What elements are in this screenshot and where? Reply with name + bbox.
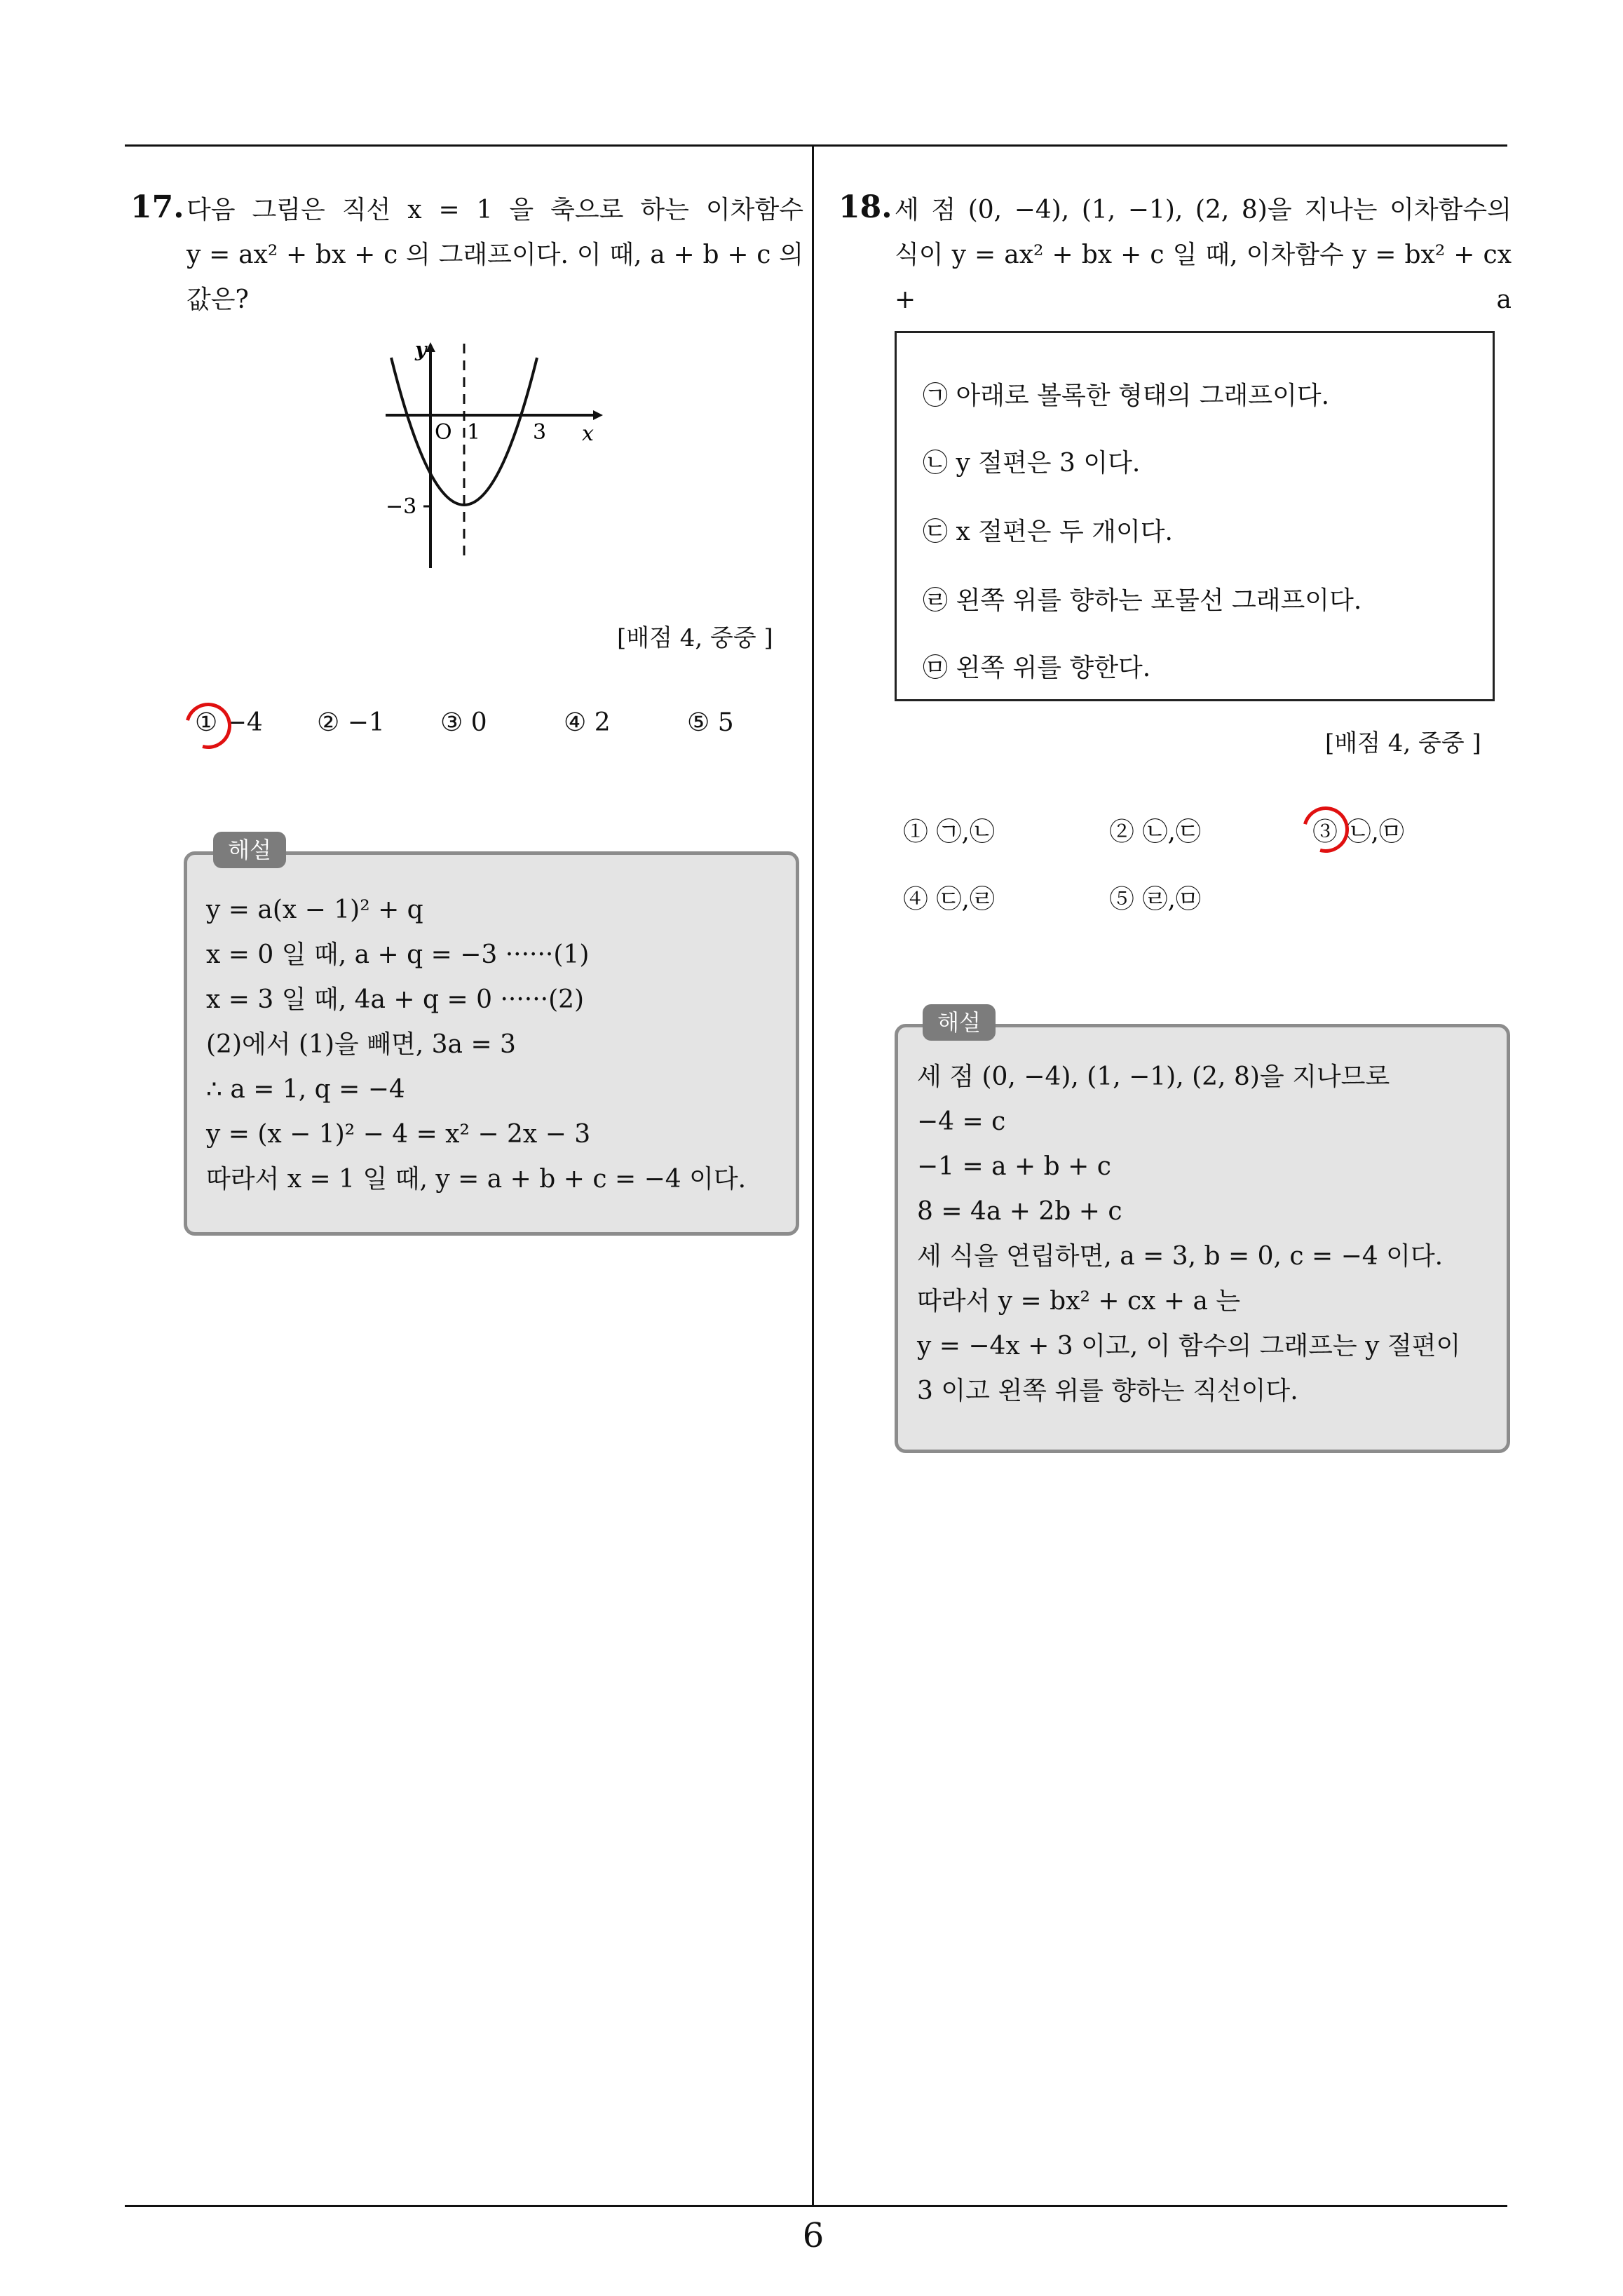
- q17-line-3: 값은?: [186, 285, 249, 314]
- q18-statement-3: ㉢ x 절편은 두 개이다.: [923, 518, 1173, 546]
- q18-exp-line-3: −1 = a + b + c: [917, 1152, 1111, 1181]
- q18-answer-mark: [1294, 798, 1357, 861]
- q17-explanation: [206, 888, 746, 1202]
- q17-choice-4[interactable]: ④ 2: [564, 708, 611, 737]
- q17-score: [배점 4, 중중 ]: [617, 624, 773, 652]
- q18-line-2: 식이 y = ax² + bx + c 일 때, 이차함수 y = bx² + cx + a: [895, 241, 1512, 314]
- header-rule: [125, 144, 1507, 147]
- q18-choice-4[interactable]: ④ ㉢,㉣: [903, 885, 995, 914]
- q17-choice-1[interactable]: ① −4: [195, 708, 263, 737]
- q18-exp-line-7: y = −4x + 3 이고, 이 함수의 그래프는 y 절편이: [917, 1332, 1461, 1360]
- q17-explanation-label: 해설: [213, 832, 286, 868]
- x-axis-arrow: [593, 410, 603, 420]
- y-axis-label: y: [415, 338, 427, 361]
- q18-exp-line-5: 세 식을 연립하면, a = 3, b = 0, c = −4 이다.: [917, 1242, 1444, 1271]
- column-divider: [812, 144, 814, 2206]
- q17-exp-line-1: y = a(x − 1)² + q: [206, 896, 423, 924]
- q18-statement-1: ㉠ 아래로 볼록한 형태의 그래프이다.: [923, 381, 1330, 410]
- q17-line-1: 다음 그림은 직선 x = 1 을 축으로 하는 이차함수: [186, 196, 803, 224]
- q17-parabola-graph: [365, 337, 617, 575]
- q18-choice-3[interactable]: ③ ㉡,㉤: [1312, 818, 1404, 846]
- q17-exp-line-3: x = 3 일 때, 4a + q = 0 ······(2): [206, 985, 585, 1014]
- q18-line-1: 세 점 (0, −4), (1, −1), (2, 8)을 지나는 이차함수의: [895, 196, 1512, 224]
- q18-score: [배점 4, 중중 ]: [1325, 729, 1481, 757]
- q18-explanation-label: 해설: [923, 1004, 996, 1041]
- q17-choice-5[interactable]: ⑤ 5: [687, 708, 734, 737]
- q17-exp-line-4: (2)에서 (1)을 빼면, 3a = 3: [206, 1030, 516, 1059]
- q17-exp-line-6: y = (x − 1)² − 4 = x² − 2x − 3: [206, 1120, 591, 1149]
- q17-question: [186, 188, 803, 323]
- page-number: 6: [802, 2216, 824, 2255]
- q17-exp-line-7: 따라서 x = 1 일 때, y = a + b + c = −4 이다.: [206, 1165, 747, 1194]
- q18-explanation: [917, 1055, 1460, 1414]
- q18-number: 18.: [838, 189, 892, 225]
- q18-statement-2: ㉡ y 절편은 3 이다.: [923, 449, 1141, 478]
- q18-exp-line-8: 3 이고 왼쪽 위를 향하는 직선이다.: [917, 1377, 1298, 1405]
- q18-exp-line-4: 8 = 4a + 2b + c: [917, 1197, 1122, 1226]
- q17-choice-3[interactable]: ③ 0: [440, 708, 487, 737]
- q18-exp-line-1: 세 점 (0, −4), (1, −1), (2, 8)을 지나므로: [917, 1062, 1390, 1091]
- origin-label: O: [435, 420, 452, 445]
- q17-answer-mark: [177, 694, 240, 757]
- y-tick-label: −3: [386, 494, 417, 519]
- q18-choice-2[interactable]: ② ㉡,㉢: [1109, 818, 1201, 846]
- x-tick-1-label: 1: [467, 420, 481, 445]
- x-axis-label: x: [582, 421, 594, 446]
- q17-choice-2[interactable]: ② −1: [317, 708, 385, 737]
- q17-line-2: y = ax² + bx + c 의 그래프이다. 이 때, a + b + c 의: [186, 241, 803, 269]
- q18-exp-line-2: −4 = c: [917, 1107, 1006, 1136]
- y-axis-arrow: [426, 342, 435, 352]
- q17-exp-line-2: x = 0 일 때, a + q = −3 ······(1): [206, 940, 590, 969]
- q17-exp-line-5: ∴ a = 1, q = −4: [206, 1075, 405, 1104]
- q17-number: 17.: [130, 189, 184, 225]
- footer-rule: [125, 2205, 1507, 2207]
- q18-statement-5: ㉤ 왼쪽 위를 향한다.: [923, 654, 1151, 682]
- q18-choice-1[interactable]: ① ㉠,㉡: [903, 818, 995, 846]
- q18-exp-line-6: 따라서 y = bx² + cx + a 는: [917, 1287, 1241, 1316]
- q18-statement-4: ㉣ 왼쪽 위를 향하는 포물선 그래프이다.: [923, 586, 1362, 615]
- q18-choice-5[interactable]: ⑤ ㉣,㉤: [1109, 885, 1201, 914]
- x-tick-3-label: 3: [533, 420, 547, 445]
